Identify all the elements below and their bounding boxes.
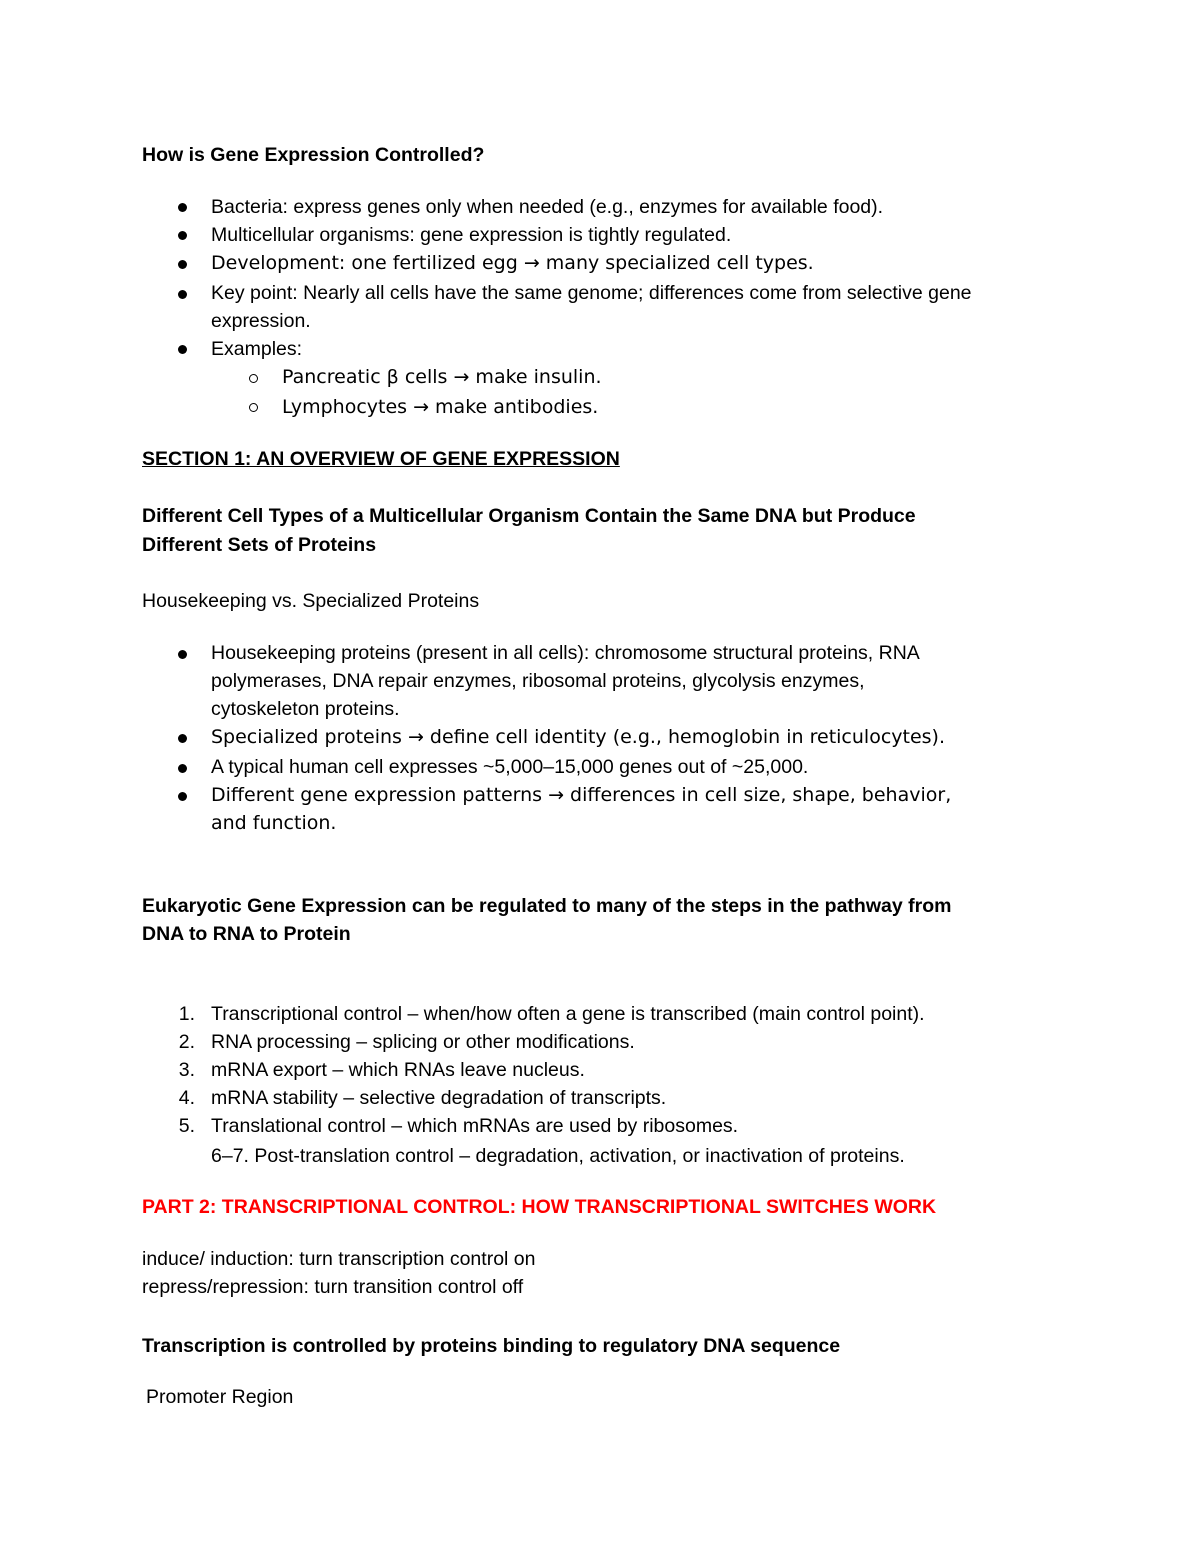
intro-sub-bullet: Lymphocytes → make antibodies.: [282, 396, 599, 418]
section1-bullet: A typical human cell expresses ~5,000–15,000 genes out of ~25,000.: [211, 756, 809, 778]
regulation-step: mRNA stability – selective degradation of transcripts.: [211, 1087, 667, 1109]
bullet-icon: [178, 345, 187, 354]
bullet-icon: [178, 290, 187, 299]
regulation-heading: Eukaryotic Gene Expression can be regulated to many of the steps in the pathway from: [142, 895, 952, 917]
regulation-step: RNA processing – splicing or other modifications.: [211, 1031, 635, 1053]
regulation-step: Translational control – which mRNAs are used by ribosomes.: [211, 1115, 739, 1137]
section1-bullet-continuation: cytoskeleton proteins.: [211, 698, 400, 720]
part2-heading: Transcription is controlled by proteins binding to regulatory DNA sequence: [142, 1335, 841, 1357]
list-number: 5.: [178, 1115, 195, 1137]
section1-subheading: Different Sets of Proteins: [142, 534, 377, 556]
regulation-step: mRNA export – which RNAs leave nucleus.: [211, 1059, 585, 1081]
intro-bullet-continuation: expression.: [211, 310, 311, 332]
bullet-icon: [178, 792, 187, 801]
regulation-step: 6–7. Post-translation control – degradation, activation, or inactivation of proteins.: [211, 1145, 905, 1167]
intro-bullet: Multicellular organisms: gene expression is tightly regulated.: [211, 224, 732, 246]
intro-bullet: Bacteria: express genes only when needed (e.g., enzymes for available food).: [211, 196, 884, 218]
section1-bullet: Specialized proteins → define cell identity (e.g., hemoglobin in reticulocytes).: [211, 726, 946, 748]
bullet-icon: [178, 231, 187, 240]
list-number: 4.: [178, 1087, 195, 1109]
sub-bullet-icon: [249, 403, 258, 412]
intro-bullet: Examples:: [211, 338, 303, 360]
section1-topic: Housekeeping vs. Specialized Proteins: [142, 590, 480, 612]
list-number: 2.: [178, 1031, 195, 1053]
regulation-step: Transcriptional control – when/how often a gene is transcribed (main control point).: [211, 1003, 925, 1025]
list-number: 1.: [178, 1003, 195, 1025]
section1-bullet-continuation: and function.: [211, 812, 337, 834]
section1-bullet: Different gene expression patterns → differences in cell size, shape, behavior,: [211, 784, 952, 806]
bullet-icon: [178, 203, 187, 212]
sub-bullet-icon: [249, 374, 258, 383]
section1-bullet: Housekeeping proteins (present in all cells): chromosome structural proteins, RNA: [211, 642, 920, 664]
intro-bullet: Key point: Nearly all cells have the same genome; differences come from selective gene: [211, 282, 972, 304]
section1-title: SECTION 1: AN OVERVIEW OF GENE EXPRESSION: [142, 448, 620, 470]
bullet-icon: [178, 650, 187, 659]
section1-bullet-continuation: polymerases, DNA repair enzymes, ribosomal proteins, glycolysis enzymes,: [211, 670, 865, 692]
intro-sub-bullet: Pancreatic β cells → make insulin.: [282, 366, 602, 388]
part2-title: PART 2: TRANSCRIPTIONAL CONTROL: HOW TRANSCRIPTIONAL SWITCHES WORK: [142, 1196, 937, 1218]
regulation-heading: DNA to RNA to Protein: [142, 923, 351, 945]
intro-bullet: Development: one fertilized egg → many specialized cell types.: [211, 252, 814, 274]
bullet-icon: [178, 260, 187, 269]
intro-heading: How is Gene Expression Controlled?: [142, 144, 485, 166]
part2-definition: induce/ induction: turn transcription control on: [142, 1248, 536, 1270]
list-number: 3.: [178, 1059, 195, 1081]
part2-definition: repress/repression: turn transition control off: [142, 1276, 524, 1298]
section1-subheading: Different Cell Types of a Multicellular Organism Contain the Same DNA but Produce: [142, 505, 916, 527]
bullet-icon: [178, 764, 187, 773]
part2-subtopic: Promoter Region: [146, 1386, 294, 1408]
bullet-icon: [178, 734, 187, 743]
